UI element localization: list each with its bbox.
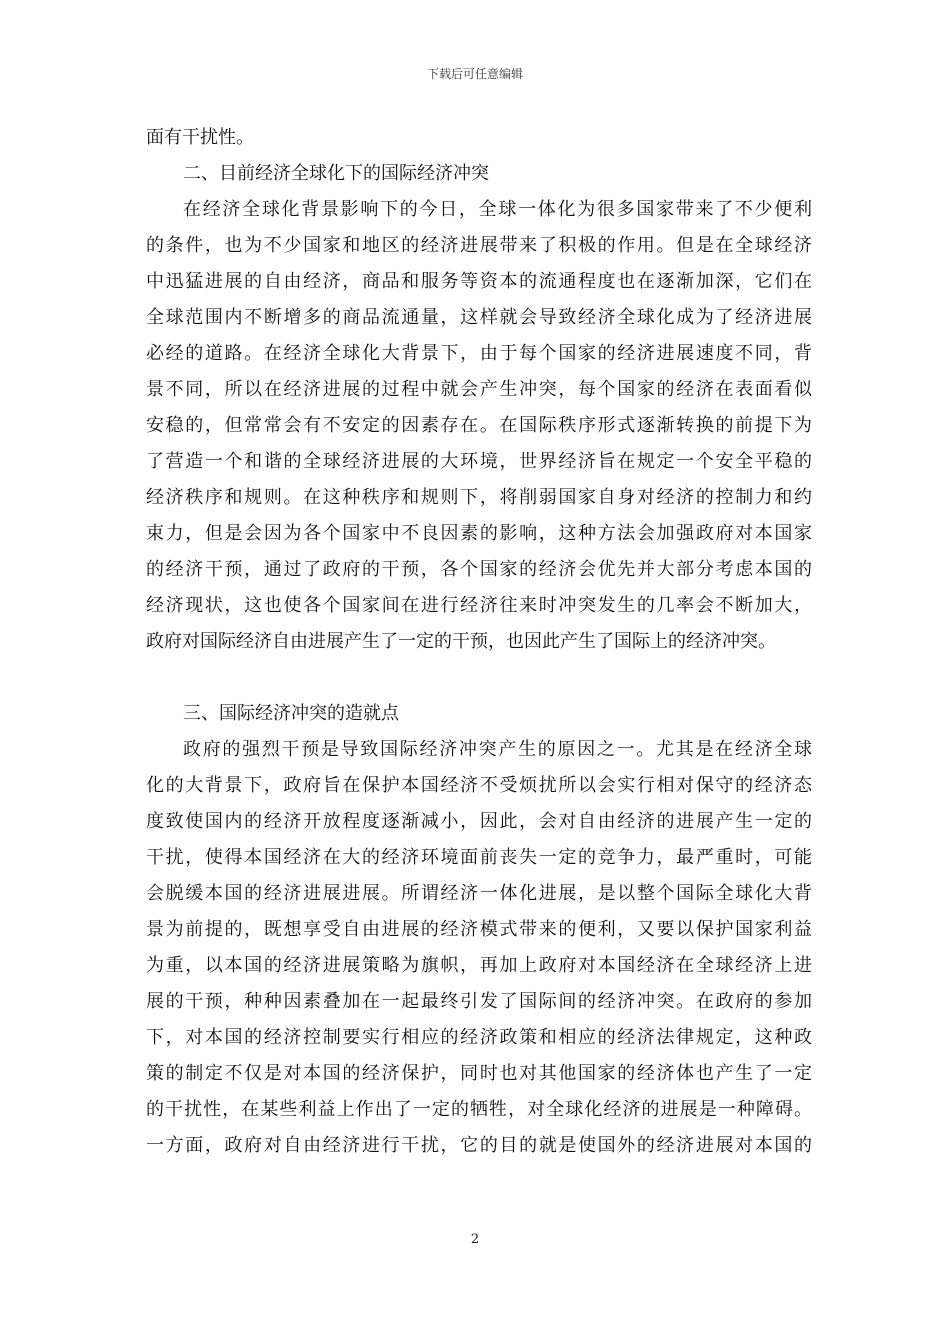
text-line: 化的大背景下，政府旨在保护本国经济不受烦扰所以会实行相对保守的经济态 (146, 775, 812, 796)
text-line: 的条件，也为不少国家和地区的经济进展带来了积极的作用。但是在全球经济 (146, 235, 812, 256)
text-line: 策的制定不仅是对本国的经济保护，同时也对其他国家的经济体也产生了一定 (146, 1063, 812, 1084)
text-line: 的经济干预，通过了政府的干预，各个国家的经济会优先并大部分考虑本国的 (146, 559, 812, 580)
text-line: 展的干预，种种因素叠加在一起最终引发了国际间的经济冲突。在政府的参加 (146, 991, 812, 1012)
text-line: 经济秩序和规则。在这种秩序和规则下，将削弱国家自身对经济的控制力和约 (146, 487, 812, 508)
text-line: 中迅猛进展的自由经济，商品和服务等资本的流通程度也在逐渐加深，它们在 (146, 271, 812, 292)
text-line: 了营造一个和谐的全球经济进展的大环境，世界经济旨在规定一个安全平稳的 (146, 451, 812, 472)
text-line: 会脱缓本国的经济进展进展。所谓经济一体化进展，是以整个国际全球化大背 (146, 883, 812, 904)
text-line: 全球范围内不断增多的商品流通量，这样就会导致经济全球化成为了经济进展 (146, 307, 812, 328)
text-line: 政府的强烈干预是导致国际经济冲突产生的原因之一。尤其是在经济全球 (183, 739, 812, 760)
text-line: 下，对本国的经济控制要实行相应的经济政策和相应的经济法律规定，这种政 (146, 1027, 812, 1048)
text-line: 干扰，使得本国经济在大的经济环境面前丧失一定的竞争力，最严重时，可能 (146, 847, 812, 868)
text-line: 的干扰性，在某些利益上作出了一定的牺牲，对全球化经济的进展是一种障碍。 (146, 1099, 812, 1120)
text-line: 在经济全球化背景影响下的今日，全球一体化为很多国家带来了不少便利 (183, 199, 812, 220)
text-line: 面有干扰性。 (146, 127, 254, 148)
text-line: 度致使国内的经济开放程度逐渐减小，因此，会对自由经济的进展产生一定的 (146, 811, 812, 832)
page-number: 2 (470, 1232, 480, 1247)
section-heading: 二、目前经济全球化下的国际经济冲突 (183, 163, 489, 184)
text-line: 一方面，政府对自由经济进行干扰，它的目的就是使国外的经济进展对本国的 (146, 1135, 812, 1156)
text-line: 必经的道路。在经济全球化大背景下，由于每个国家的经济进展速度不同，背 (146, 343, 812, 364)
document-body (146, 120, 812, 1164)
paragraph-gap (146, 660, 812, 696)
text-line: 景为前提的，既想享受自由进展的经济模式带来的便利，又要以保护国家利益 (146, 919, 812, 940)
text-line: 政府对国际经济自由进展产生了一定的干预，也因此产生了国际上的经济冲突。 (146, 631, 776, 652)
section-heading: 三、国际经济冲突的造就点 (183, 703, 399, 724)
text-line: 为重，以本国的经济进展策略为旗帜，再加上政府对本国经济在全球经济上进 (146, 955, 812, 976)
page-header: 下载后可任意编辑 (426, 67, 523, 81)
text-line: 经济现状，这也使各个国家间在进行经济往来时冲突发生的几率会不断加大， (146, 595, 812, 616)
text-line: 束力，但是会因为各个国家中不良因素的影响，这种方法会加强政府对本国家 (146, 523, 812, 544)
text-line: 景不同，所以在经济进展的过程中就会产生冲突，每个国家的经济在表面看似 (146, 379, 812, 400)
text-line: 安稳的，但常常会有不安定的因素存在。在国际秩序形式逐渐转换的前提下为 (146, 415, 812, 436)
